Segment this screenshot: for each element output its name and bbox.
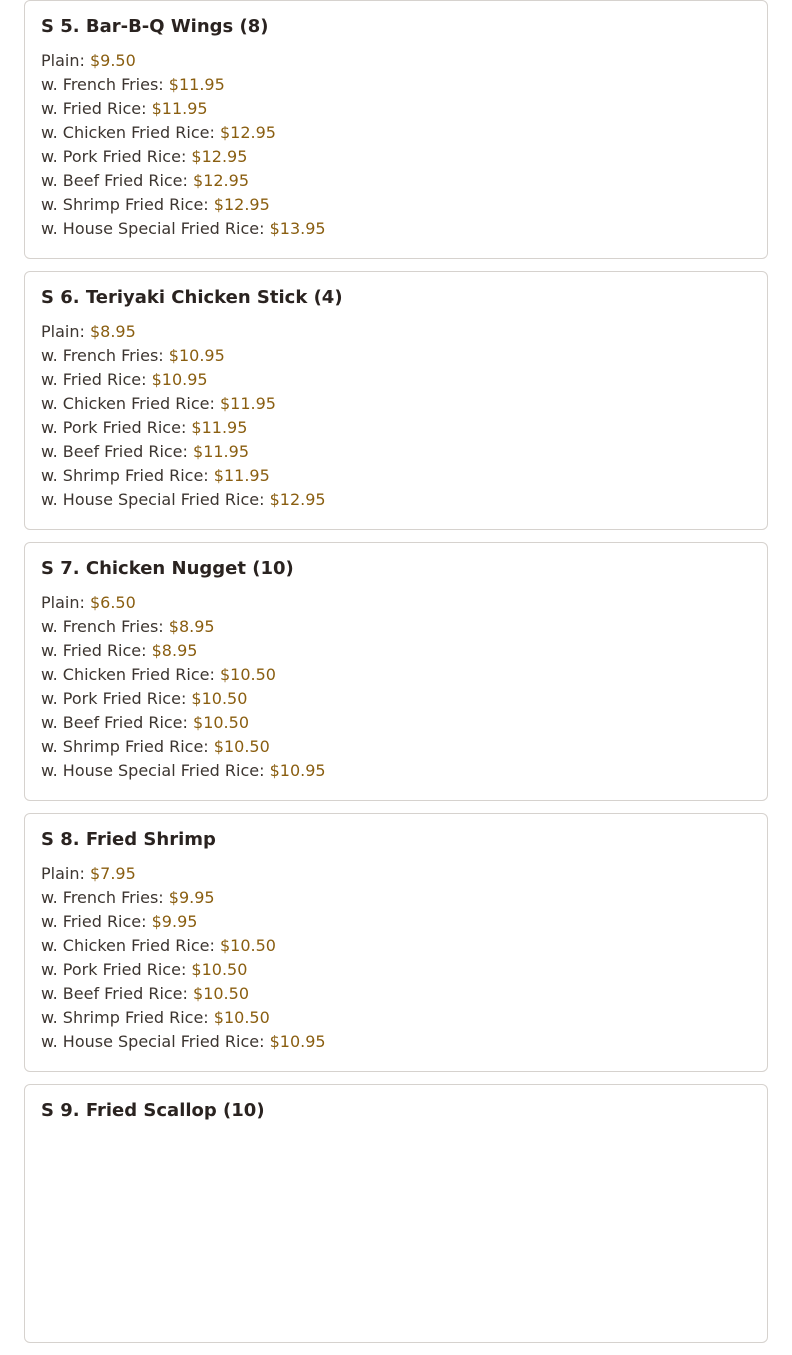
price-option-row [41, 958, 751, 982]
price-option-row [41, 663, 751, 687]
option-label: w. Fried Rice: [41, 641, 147, 660]
price-option-row [41, 711, 751, 735]
option-price: $10.50 [191, 689, 248, 708]
option-price: $10.50 [193, 984, 249, 1003]
price-option-row [41, 97, 751, 121]
option-price: $10.50 [219, 665, 276, 684]
price-option-row [41, 73, 751, 97]
option-price: $10.95 [269, 761, 326, 780]
option-price: $13.95 [269, 219, 326, 238]
option-label: w. Shrimp Fried Rice: [41, 195, 209, 214]
option-label: w. House Special Fried Rice: [41, 1032, 265, 1051]
price-option-row [41, 759, 751, 783]
menu-item-card [24, 542, 768, 801]
option-price: $12.95 [193, 171, 249, 190]
option-label: w. Beef Fried Rice: [41, 984, 188, 1003]
option-label: Plain: [41, 593, 85, 612]
option-price: $6.50 [89, 593, 136, 612]
price-option-row [41, 440, 751, 464]
menu-item-title: S 7. Chicken Nugget (10) [41, 558, 294, 579]
price-option-row [41, 1030, 751, 1054]
option-price: $9.50 [89, 51, 136, 70]
option-label: Plain: [41, 864, 85, 883]
menu-list [24, 0, 768, 1355]
option-label: w. Chicken Fried Rice: [41, 665, 215, 684]
price-option-row [41, 639, 751, 663]
option-label: w. Shrimp Fried Rice: [41, 1008, 209, 1027]
option-price: $10.50 [191, 960, 248, 979]
option-label: w. French Fries: [41, 346, 164, 365]
option-label: w. Beef Fried Rice: [41, 713, 188, 732]
option-label: w. Shrimp Fried Rice: [41, 737, 209, 756]
menu-item-card [24, 1084, 768, 1343]
price-option-row [41, 982, 751, 1006]
option-label: w. Chicken Fried Rice: [41, 936, 215, 955]
price-option-row [41, 392, 751, 416]
price-option-row [41, 488, 751, 512]
option-label: w. Chicken Fried Rice: [41, 394, 215, 413]
price-option-row [41, 591, 751, 615]
option-label: w. House Special Fried Rice: [41, 490, 265, 509]
price-option-row [41, 886, 751, 910]
option-label: Plain: [41, 51, 85, 70]
menu-item-title: S 8. Fried Shrimp [41, 829, 216, 850]
price-option-row [41, 169, 751, 193]
menu-item-title: S 6. Teriyaki Chicken Stick (4) [41, 287, 343, 308]
price-option-row [41, 121, 751, 145]
price-option-row [41, 145, 751, 169]
menu-item-title: S 5. Bar-B-Q Wings (8) [41, 16, 269, 37]
option-label: w. Pork Fried Rice: [41, 689, 187, 708]
option-label: w. Shrimp Fried Rice: [41, 466, 209, 485]
option-label: w. Chicken Fried Rice: [41, 123, 215, 142]
price-option-row [41, 193, 751, 217]
price-option-row [41, 344, 751, 368]
price-option-row [41, 934, 751, 958]
option-price: $10.95 [151, 370, 208, 389]
option-price: $9.95 [151, 912, 198, 931]
option-price: $10.50 [213, 1008, 270, 1027]
option-label: Plain: [41, 322, 85, 341]
option-label: w. Fried Rice: [41, 99, 147, 118]
option-label: w. Fried Rice: [41, 370, 147, 389]
option-label: w. House Special Fried Rice: [41, 219, 265, 238]
option-price: $12.95 [191, 147, 248, 166]
price-option-row [41, 49, 751, 73]
menu-item-card [24, 271, 768, 530]
option-price: $9.95 [168, 888, 215, 907]
option-price: $12.95 [213, 195, 270, 214]
option-label: w. Fried Rice: [41, 912, 147, 931]
option-price: $10.50 [213, 737, 270, 756]
price-option-row [41, 687, 751, 711]
price-option-row [41, 464, 751, 488]
menu-item-card [24, 813, 768, 1072]
menu-item-title: S 9. Fried Scallop (10) [41, 1100, 265, 1121]
option-price: $11.95 [151, 99, 208, 118]
option-price: $10.50 [193, 713, 249, 732]
price-option-row [41, 615, 751, 639]
option-price: $11.95 [193, 442, 249, 461]
price-option-row [41, 217, 751, 241]
price-option-row [41, 1006, 751, 1030]
menu-item-card [24, 0, 768, 259]
option-price: $8.95 [89, 322, 136, 341]
option-label: w. French Fries: [41, 888, 164, 907]
option-price: $7.95 [89, 864, 136, 883]
option-price: $12.95 [269, 490, 326, 509]
option-label: w. French Fries: [41, 75, 164, 94]
option-price: $8.95 [168, 617, 215, 636]
option-price: $11.95 [168, 75, 225, 94]
price-option-row [41, 320, 751, 344]
option-label: w. Pork Fried Rice: [41, 960, 187, 979]
price-option-row [41, 735, 751, 759]
price-option-row [41, 862, 751, 886]
price-option-row [41, 368, 751, 392]
option-price: $11.95 [213, 466, 270, 485]
option-price: $10.95 [168, 346, 225, 365]
option-label: w. Beef Fried Rice: [41, 442, 188, 461]
option-price: $11.95 [191, 418, 248, 437]
price-option-row [41, 910, 751, 934]
option-label: w. Pork Fried Rice: [41, 147, 187, 166]
option-price: $11.95 [219, 394, 276, 413]
option-price: $12.95 [219, 123, 276, 142]
option-label: w. Beef Fried Rice: [41, 171, 188, 190]
option-label: w. French Fries: [41, 617, 164, 636]
option-price: $8.95 [151, 641, 198, 660]
option-label: w. House Special Fried Rice: [41, 761, 265, 780]
price-option-row [41, 416, 751, 440]
option-price: $10.50 [219, 936, 276, 955]
option-price: $10.95 [269, 1032, 326, 1051]
option-label: w. Pork Fried Rice: [41, 418, 187, 437]
